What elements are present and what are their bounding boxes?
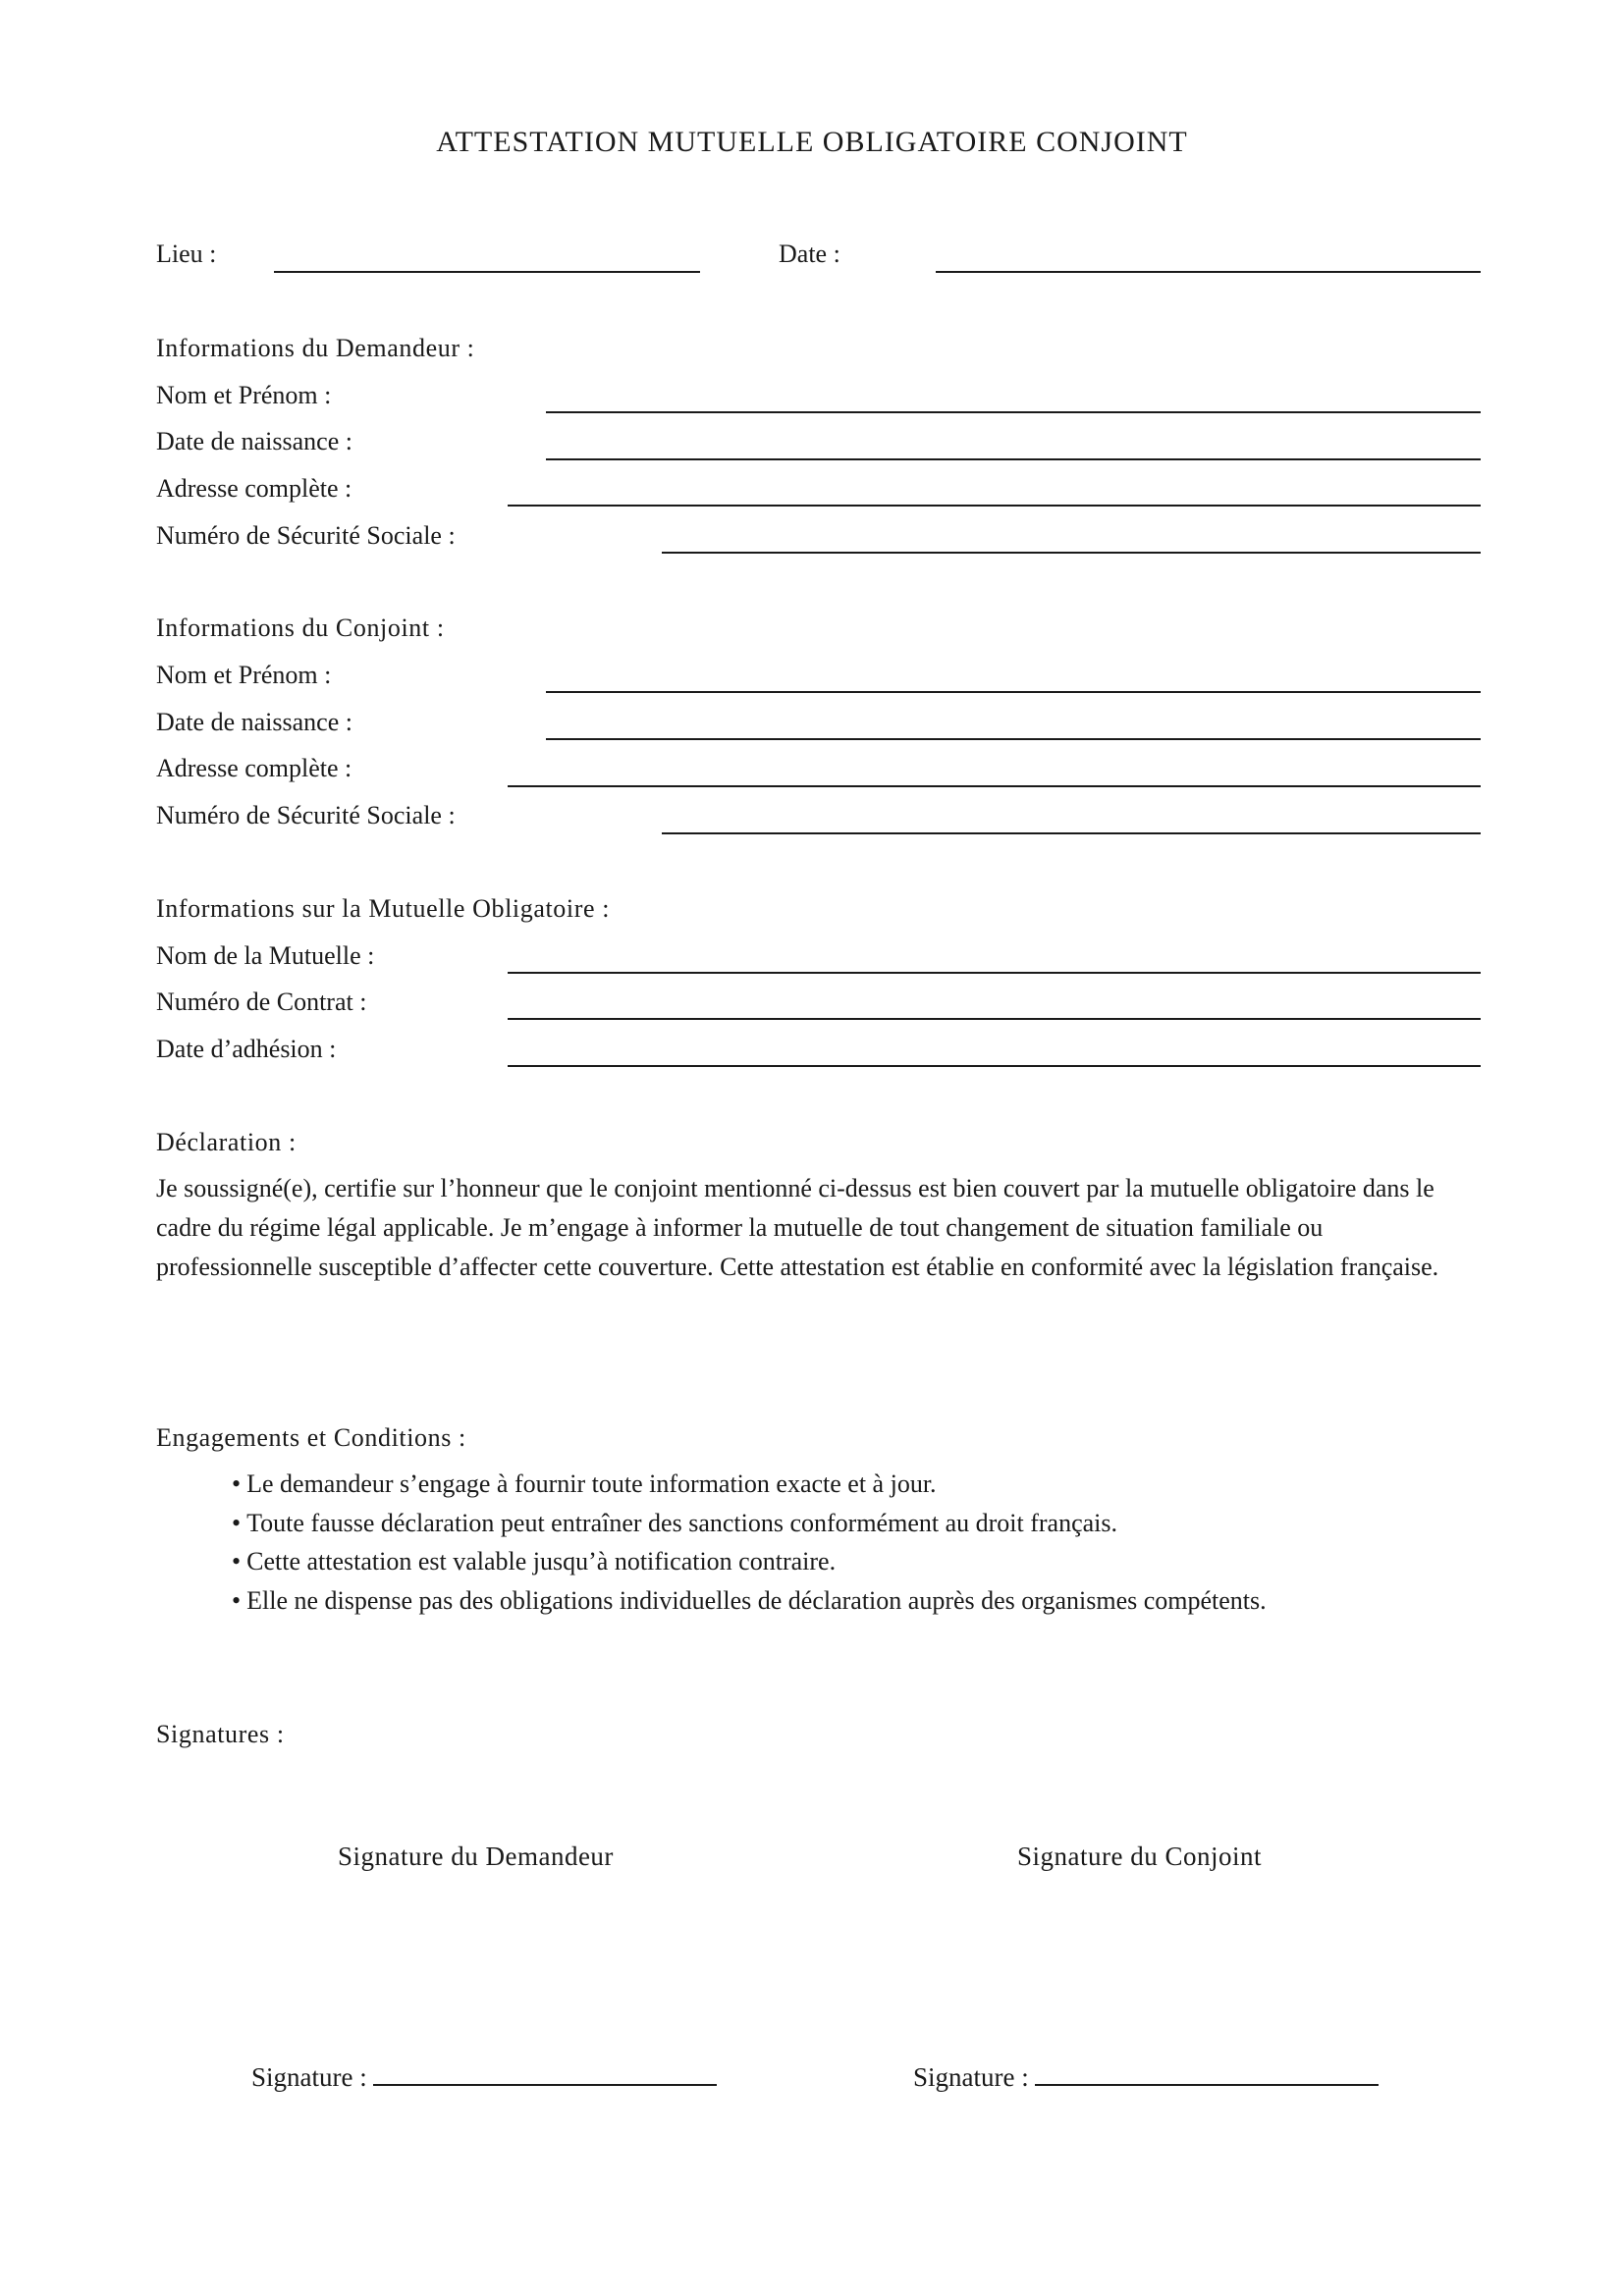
list-item-text: Cette attestation est valable jusqu’à notification contraire. — [246, 1547, 837, 1575]
mutuelle-contrat-field[interactable] — [508, 1018, 1481, 1020]
conjoint-naissance-field[interactable] — [546, 738, 1481, 740]
bullet-icon: • — [232, 1508, 242, 1537]
signature-conjoint-label: Signature : — [913, 2062, 1029, 2092]
list-item — [232, 1465, 1267, 1504]
conjoint-secu-label: Numéro de Sécurité Sociale : — [156, 801, 456, 829]
signature-conjoint-field — [913, 2060, 1379, 2093]
engagements-list — [232, 1465, 1267, 1620]
mutuelle-nom-field[interactable] — [508, 972, 1481, 974]
demandeur-nom-field[interactable] — [546, 411, 1481, 413]
list-item — [232, 1542, 1267, 1581]
lieu-field[interactable] — [274, 271, 700, 273]
declaration-heading: Déclaration : — [156, 1128, 297, 1156]
bullet-icon: • — [232, 1585, 242, 1615]
signatures-heading: Signatures : — [156, 1720, 285, 1748]
signature-conjoint-title: Signature du Conjoint — [1017, 1842, 1262, 1871]
conjoint-nom-field[interactable] — [546, 691, 1481, 693]
demandeur-adresse-label: Adresse complète : — [156, 474, 352, 503]
declaration-text-block — [156, 1169, 1482, 1287]
demandeur-secu-label: Numéro de Sécurité Sociale : — [156, 521, 456, 550]
list-item — [232, 1504, 1267, 1543]
bullet-icon: • — [232, 1469, 242, 1498]
demandeur-heading: Informations du Demandeur : — [156, 334, 475, 362]
mutuelle-nom-label: Nom de la Mutuelle : — [156, 941, 375, 970]
mutuelle-adhesion-field[interactable] — [508, 1065, 1481, 1067]
demandeur-naissance-field[interactable] — [546, 458, 1481, 460]
signature-demandeur-field — [251, 2060, 717, 2093]
date-field[interactable] — [936, 271, 1481, 273]
mutuelle-heading: Informations sur la Mutuelle Obligatoire : — [156, 894, 611, 923]
conjoint-secu-field[interactable] — [662, 832, 1481, 834]
mutuelle-contrat-label: Numéro de Contrat : — [156, 988, 367, 1016]
signature-demandeur-title: Signature du Demandeur — [338, 1842, 614, 1871]
conjoint-nom-label: Nom et Prénom : — [156, 661, 332, 689]
signature-demandeur-label: Signature : — [251, 2062, 367, 2092]
document-title: ATTESTATION MUTUELLE OBLIGATOIRE CONJOINT — [436, 126, 1188, 158]
demandeur-secu-field[interactable] — [662, 552, 1481, 554]
conjoint-adresse-label: Adresse complète : — [156, 754, 352, 782]
signature-conjoint-line[interactable] — [1035, 2060, 1379, 2086]
conjoint-heading: Informations du Conjoint : — [156, 614, 445, 642]
engagements-heading: Engagements et Conditions : — [156, 1423, 466, 1452]
conjoint-adresse-field[interactable] — [508, 785, 1481, 787]
demandeur-nom-label: Nom et Prénom : — [156, 381, 332, 409]
mutuelle-adhesion-label: Date d’adhésion : — [156, 1035, 337, 1063]
list-item-text: Le demandeur s’engage à fournir toute information exacte et à jour. — [246, 1469, 937, 1498]
demandeur-adresse-field[interactable] — [508, 505, 1481, 507]
conjoint-naissance-label: Date de naissance : — [156, 708, 352, 736]
list-item-text: Toute fausse déclaration peut entraîner des sanctions conformément au droit français. — [246, 1508, 1118, 1537]
bullet-icon: • — [232, 1547, 242, 1575]
date-label: Date : — [779, 240, 840, 268]
demandeur-naissance-label: Date de naissance : — [156, 427, 352, 455]
list-item-text: Elle ne dispense pas des obligations individuelles de déclaration auprès des organismes compétents. — [246, 1585, 1267, 1615]
list-item — [232, 1581, 1267, 1621]
lieu-label: Lieu : — [156, 240, 217, 268]
declaration-text: Je soussigné(e), certifie sur l’honneur que le conjoint mentionné ci-dessus est bien couvert par la mutuelle obligatoire dans le cadre du régime légal applicable. Je m’engage à informer la mutuelle de tout changement de situation familiale ou professionnelle susceptible d’affecter cette couverture. Cette attestation est établie en conformité avec la législation française. — [156, 1174, 1439, 1281]
signature-demandeur-line[interactable] — [373, 2060, 717, 2086]
